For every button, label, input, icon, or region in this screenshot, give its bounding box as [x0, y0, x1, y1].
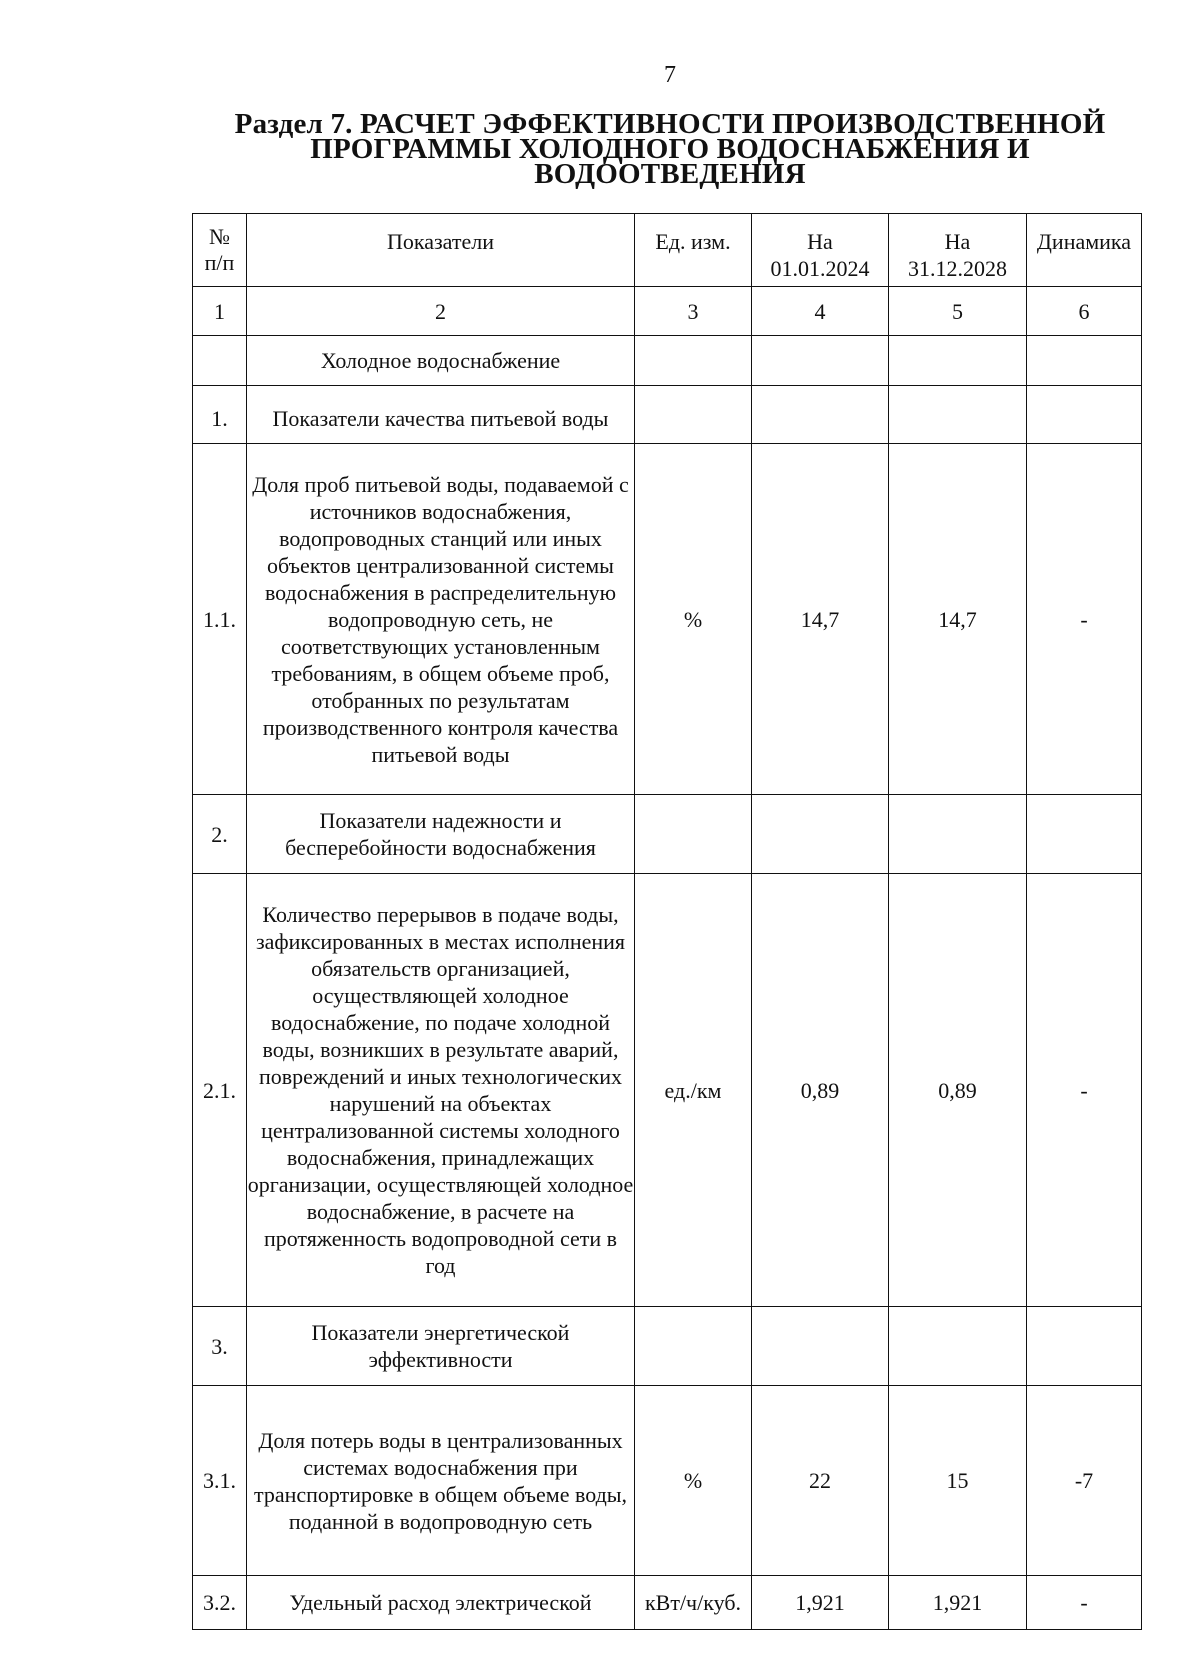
- header-end-line-2: 31.12.2028: [908, 256, 1007, 281]
- row-dynamics: [1027, 1307, 1142, 1386]
- header-start-value: [752, 214, 889, 287]
- header-row-number: [193, 214, 247, 287]
- row-dynamics: -7: [1027, 1386, 1142, 1576]
- row-indicator: Показатели надежности и бесперебойности водоснабжения: [247, 795, 635, 874]
- row-unit: [635, 1307, 752, 1386]
- table-header-row: [193, 214, 1142, 287]
- row-number: 3.: [193, 1307, 247, 1386]
- row-end-value: 15: [889, 1386, 1027, 1576]
- row-start-value: 22: [752, 1386, 889, 1576]
- section-label: Холодное водоснабжение: [247, 336, 635, 386]
- row-unit: [635, 795, 752, 874]
- row-start-value: 14,7: [752, 444, 889, 795]
- table-row: [193, 1307, 1142, 1386]
- row-unit: %: [635, 1386, 752, 1576]
- row-indicator: Количество перерывов в подаче воды, зафиксированных в местах исполнения обязательств организацией, осуществляющей холодное водоснабжение, по подаче холодной воды, возникших в результате аварий, повреждений и иных технологических нарушений на объектах централизованной системы холодного водоснабжения, принадлежащих организации, осуществляющей холодное водоснабжение, в расчете на протяженность водопроводной сети в год: [247, 874, 635, 1307]
- row-end-value: 0,89: [889, 874, 1027, 1307]
- table-row: [193, 795, 1142, 874]
- column-number-4: 4: [752, 287, 889, 336]
- section-title-line-2: ПРОГРАММЫ ХОЛОДНОГО ВОДОСНАБЖЕНИЯ И: [310, 133, 1030, 165]
- section-title-line-1: Раздел 7. РАСЧЕТ ЭФФЕКТИВНОСТИ ПРОИЗВОДСТВЕННОЙ: [234, 108, 1106, 140]
- row-start-value: [752, 795, 889, 874]
- header-end-value: [889, 214, 1027, 287]
- row-end-value: [889, 386, 1027, 444]
- row-end-value: 14,7: [889, 444, 1027, 795]
- row-number: 3.2.: [193, 1576, 247, 1630]
- row-dynamics: -: [1027, 444, 1142, 795]
- row-unit: %: [635, 444, 752, 795]
- header-start-line-1: На: [807, 229, 833, 254]
- header-end-line-1: На: [944, 229, 971, 254]
- row-indicator: Показатели энергетической эффективности: [247, 1307, 635, 1386]
- table-row: [193, 1386, 1142, 1576]
- row-start-value: [752, 386, 889, 444]
- header-row-number-line-2: п/п: [204, 250, 235, 275]
- table-row: [193, 874, 1142, 1307]
- header-row-number-line-1: №: [209, 224, 230, 249]
- row-number: 2.1.: [193, 874, 247, 1307]
- row-number: 3.1.: [193, 1386, 247, 1576]
- row-indicator: Доля потерь воды в централизованных системах водоснабжения при транспортировке в общем объеме воды, поданной в водопроводную сеть: [247, 1386, 635, 1576]
- row-number: 1.1.: [193, 444, 247, 795]
- row-unit: ед./км: [635, 874, 752, 1307]
- row-end-value: 1,921: [889, 1576, 1027, 1630]
- row-indicator: Показатели качества питьевой воды: [247, 386, 635, 444]
- section-title-line-3: ВОДООТВЕДЕНИЯ: [534, 158, 806, 190]
- header-indicator: Показатели: [247, 214, 635, 287]
- row-dynamics: -: [1027, 1576, 1142, 1630]
- row-number: 2.: [193, 795, 247, 874]
- section-row: [193, 336, 1142, 386]
- section-title: [190, 108, 1150, 190]
- column-number-2: 2: [247, 287, 635, 336]
- table-row: [193, 444, 1142, 795]
- column-number-row: [193, 287, 1142, 336]
- header-start-line-2: 01.01.2024: [770, 256, 870, 281]
- column-number-5: 5: [889, 287, 1027, 336]
- row-start-value: 0,89: [752, 874, 889, 1307]
- table-row: [193, 386, 1142, 444]
- header-dynamics: Динамика: [1027, 214, 1142, 287]
- row-end-value: [889, 1307, 1027, 1386]
- efficiency-indicators-table: [192, 213, 1142, 1630]
- row-start-value: 1,921: [752, 1576, 889, 1630]
- column-number-6: 6: [1027, 287, 1142, 336]
- page-number: 7: [664, 62, 676, 88]
- column-number-1: 1: [193, 287, 247, 336]
- row-dynamics: [1027, 386, 1142, 444]
- row-dynamics: -: [1027, 874, 1142, 1307]
- row-end-value: [889, 795, 1027, 874]
- row-unit: [635, 386, 752, 444]
- header-unit: Ед. изм.: [635, 214, 752, 287]
- row-start-value: [752, 1307, 889, 1386]
- table-row: [193, 1576, 1142, 1630]
- row-dynamics: [1027, 795, 1142, 874]
- row-indicator: Доля проб питьевой воды, подаваемой с источников водоснабжения, водопроводных станций или иных объектов централизованной системы водоснабжения в распределительную водопроводную сеть, не соответствующих установленным требованиям, в общем объеме проб, отобранных по результатам производственного контроля качества питьевой воды: [247, 444, 635, 795]
- row-unit: кВт/ч/куб.: [635, 1576, 752, 1630]
- column-number-3: 3: [635, 287, 752, 336]
- row-number: 1.: [193, 386, 247, 444]
- row-indicator: Удельный расход электрической: [247, 1576, 635, 1630]
